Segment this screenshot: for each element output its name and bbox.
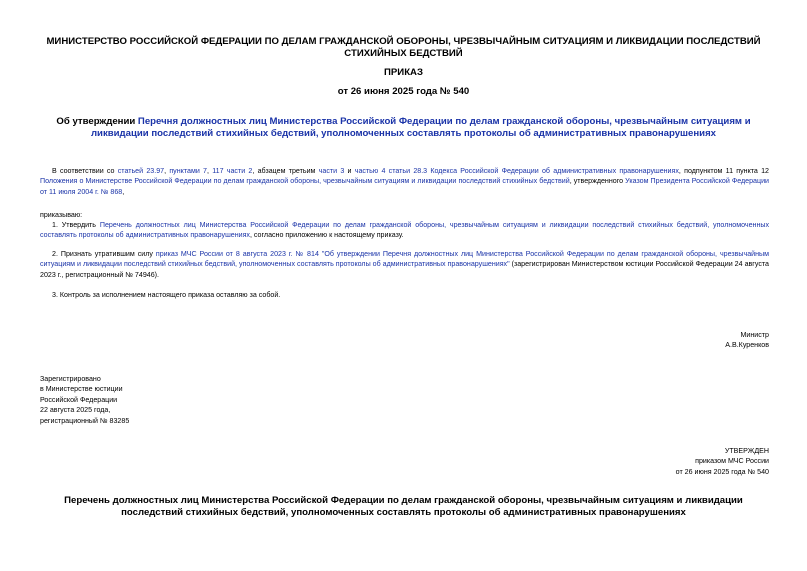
- title-link[interactable]: Перечня должностных лиц Министерства Российской Федерации по делам гражданской обороны, чрезвычайным ситуациям и ликвидации последствий стихийных бедствий, уполномоченных составлять протоколы об административных правонарушениях: [90, 116, 751, 139]
- item-3: 3. Контроль за исполнением настоящего приказа оставляю за собой.: [52, 291, 281, 299]
- signature-block: [725, 330, 769, 351]
- prikazyvayu: приказываю:: [40, 211, 83, 219]
- annex-title: Перечень должностных лиц Министерства Российской Федерации по делам гражданской обороны, чрезвычайным ситуациям и ликвидации последствий стихийных бедствий, уполномоченных составлять протоколы об административных правонарушениях: [64, 495, 743, 518]
- item-1: [40, 220, 769, 241]
- preamble-text: , абзацем третьим: [252, 167, 319, 175]
- item-1-suffix: , согласно приложению к настоящему приказу.: [249, 231, 404, 240]
- link-part-3[interactable]: части 3: [318, 167, 345, 175]
- ministry-name: МИНИСТЕРСТВО РОССИЙСКОЙ ФЕДЕРАЦИИ ПО ДЕЛАМ ГРАЖДАНСКОЙ ОБОРОНЫ, ЧРЕЗВЫЧАЙНЫМ СИТУАЦИЯМ И ЛИКВИДАЦИИ ПОСЛЕДСТВИЙ СТИХИЙНЫХ БЕДСТВИЙ: [46, 36, 761, 59]
- link-regulation[interactable]: Положения о Министерстве Российской Федерации по делам гражданской обороны, чрезвычайным ситуациям и ликвидации последствий стихийных бедствий: [40, 177, 570, 186]
- registration-block: [40, 374, 129, 426]
- preamble-text: ,: [122, 187, 125, 196]
- title-prefix: Об утверждении: [56, 116, 138, 127]
- registration-line: Зарегистрировано: [40, 375, 101, 383]
- signature-name: А.В.Куренков: [725, 341, 769, 350]
- item-1-prefix: 1. Утвердить: [52, 221, 100, 229]
- approval-line: приказом МЧС России: [695, 457, 769, 466]
- link-koap-28-3[interactable]: частью 4 статьи 28.3 Кодекса Российской Федерации об административных правонарушениях: [354, 167, 679, 175]
- signature-position: Министр: [740, 331, 769, 339]
- order-heading: ПРИКАЗ: [384, 67, 423, 78]
- item-2-suffix: (зарегистрирован Министерством юстиции Российской Федерации 24 августа 2023 г., регистрационный № 74946).: [40, 260, 769, 279]
- registration-line: Российской Федерации: [40, 395, 118, 404]
- preamble-text: В соответствии со: [52, 167, 118, 175]
- link-117-part-2[interactable]: 117 части 2: [212, 167, 253, 175]
- item-2-prefix: 2. Признать утратившим силу: [52, 250, 156, 258]
- preamble-text: и: [344, 167, 355, 175]
- approval-line: УТВЕРЖДЕН: [724, 447, 769, 455]
- order-date: от 26 июня 2025 года № 540: [337, 86, 470, 97]
- item-2: [40, 249, 769, 280]
- registration-line: регистрационный № 83285: [40, 416, 130, 425]
- preamble-paragraph: [40, 166, 769, 197]
- link-presidential-decree[interactable]: Указом Президента Российской Федерации от 11 июля 2004 г. № 868: [40, 177, 769, 196]
- registration-line: 22 августа 2025 года,: [40, 406, 111, 415]
- order-title: [50, 116, 757, 140]
- link-points-7[interactable]: пунктами 7: [169, 167, 207, 175]
- link-article-23-97[interactable]: статьей 23.97: [117, 167, 165, 175]
- approval-line: от 26 июня 2025 года № 540: [675, 467, 769, 476]
- preamble-text: , подпунктом 11 пункта 12: [678, 167, 770, 175]
- item-1-link[interactable]: Перечень должностных лиц Министерства Российской Федерации по делам гражданской обороны, чрезвычайным ситуациям и ликвидации последствий стихийных бедствий, уполномоченных составлять протоколы об административных правонарушениях: [40, 221, 770, 240]
- preamble-text: ,: [164, 167, 170, 175]
- registration-line: в Министерстве юстиции: [40, 385, 123, 394]
- preamble-text: , утвержденного: [569, 177, 626, 186]
- preamble-text: ,: [206, 167, 213, 175]
- approval-block: [676, 446, 769, 477]
- item-2-link[interactable]: приказ МЧС России от 8 августа 2023 г. № 814 "Об утверждении Перечня должностных лиц Министерства Российской Федерации по делам гражданской обороны, чрезвычайным ситуациям и ликвидации последствий стихийных бедствий, уполномоченных составлять протоколы об административных правонарушениях": [40, 250, 769, 269]
